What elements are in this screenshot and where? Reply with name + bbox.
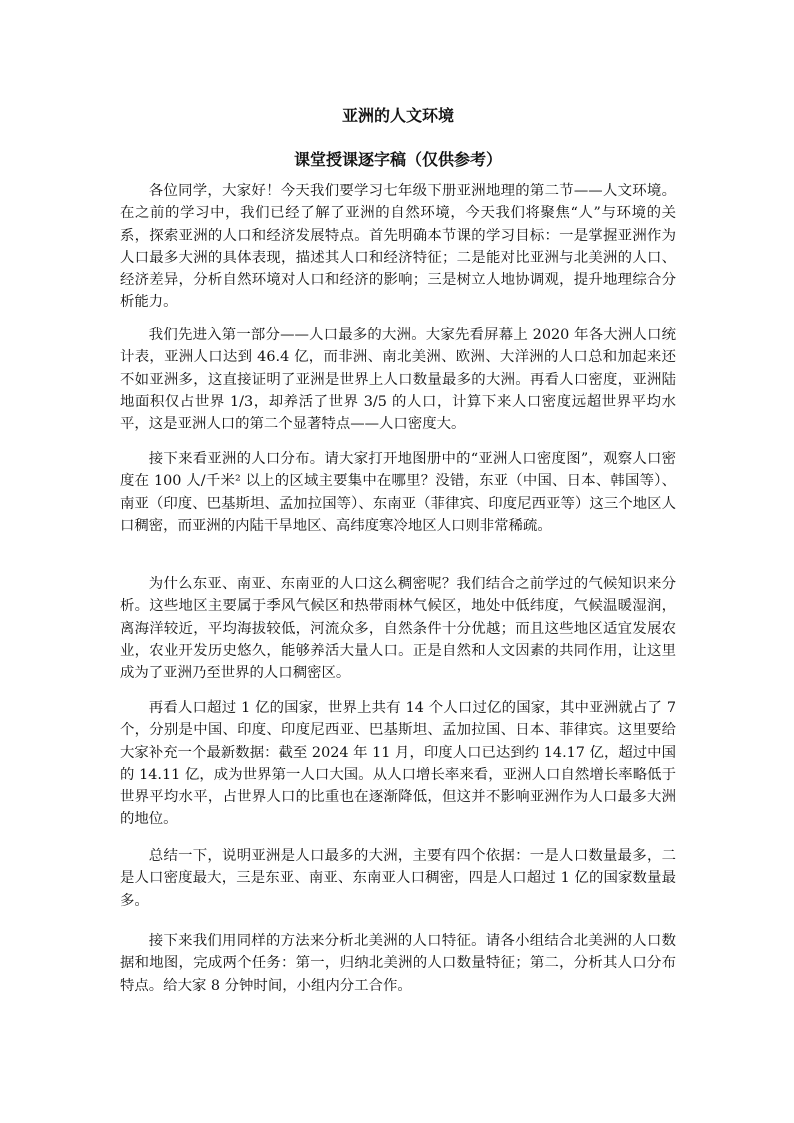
paragraph-population-distribution: 接下来看亚洲的人口分布。请大家打开地图册中的“亚洲人口密度图”，观察人口密度在 100 人/千米² 以上的区域主要集中在哪里？没错，东亚（中国、日本、韩国等）、南亚（印度、巴基斯坦、孟加拉国等）、东南亚（菲律宾、印度尼西亚等）这三个地区人口稠密，而亚洲的内陆干旱地区、高纬度寒冷地区人口则非常稀疏。 bbox=[120, 451, 676, 534]
paragraph-intro: 各位同学，大家好！今天我们要学习七年级下册亚洲地理的第二节——人文环境。在之前的学习中，我们已经了解了亚洲的自然环境，今天我们将聚焦“人”与环境的关系，探索亚洲的人口和经济发展特点。首先明确本节课的学习目标：一是掌握亚洲作为人口最多大洲的具体表现，描述其人口和经济特征；二是能对比亚洲与北美洲的人口、经济差异，分析自然环境对人口和经济的影响；三是树立人地协调观，提升地理综合分析能力。 bbox=[120, 183, 676, 311]
document-title: 亚洲的人文环境 bbox=[341, 106, 454, 125]
paragraph-dense-reasons: 为什么东亚、南亚、东南亚的人口这么稠密呢？我们结合之前学过的气候知识来分析。这些地区主要属于季风气候区和热带雨林气候区，地处中低纬度，气候温暖湿润，离海洋较近，平均海拔较低，河流众多，自然条件十分优越；而且这些地区适宜发展农业，农业开发历史悠久，能够养活大量人口。正是自然和人文因素的共同作用，让这里成为了亚洲乃至世界的人口稠密区。 bbox=[120, 576, 676, 682]
paragraph-summary: 总结一下，说明亚洲是人口最多的大洲，主要有四个依据：一是人口数量最多，二是人口密度最大，三是东亚、南亚、东南亚人口稠密，四是人口超过 1 亿的国家数量最多。 bbox=[120, 848, 676, 909]
paragraph-over-100-million: 再看人口超过 1 亿的国家，世界上共有 14 个人口过亿的国家，其中亚洲就占了 7 个，分别是中国、印度、印度尼西亚、巴基斯坦、孟加拉国、日本、菲律宾。这里要给大家补充一个最新数据：截至 2024 年 11 月，印度人口已达到约 14.17 亿，超过中国的 14.11 亿，成为世界第一人口大国。从人口增长率来看，亚洲人口自然增长率略低于世界平均水平，占世界人口的比重也在逐渐降低，但这并不影响亚洲作为人口最多大洲的地位。 bbox=[120, 700, 676, 828]
document-subtitle: 课堂授课逐字稿（仅供参考） bbox=[293, 150, 502, 169]
paragraph-population-most: 我们先进入第一部分——人口最多的大洲。大家先看屏幕上 2020 年各大洲人口统计表，亚洲人口达到 46.4 亿，而非洲、南北美洲、欧洲、大洋洲的人口总和加起来还不如亚洲多，这直接证明了亚洲是世界上人口数量最多的大洲。再看人口密度，亚洲陆地面积仅占世界 1/3，却养活了世界 3/5 的人口，计算下来人口密度远超世界平均水平，这是亚洲人口的第二个显著特点——人口密度大。 bbox=[120, 327, 676, 433]
paragraph-north-america-task: 接下来我们用同样的方法来分析北美洲的人口特征。请各小组结合北美洲的人口数据和地图，完成两个任务：第一，归纳北美洲的人口数量特征；第二，分析其人口分布特点。给大家 8 分钟时间，小组内分工合作。 bbox=[120, 933, 676, 994]
